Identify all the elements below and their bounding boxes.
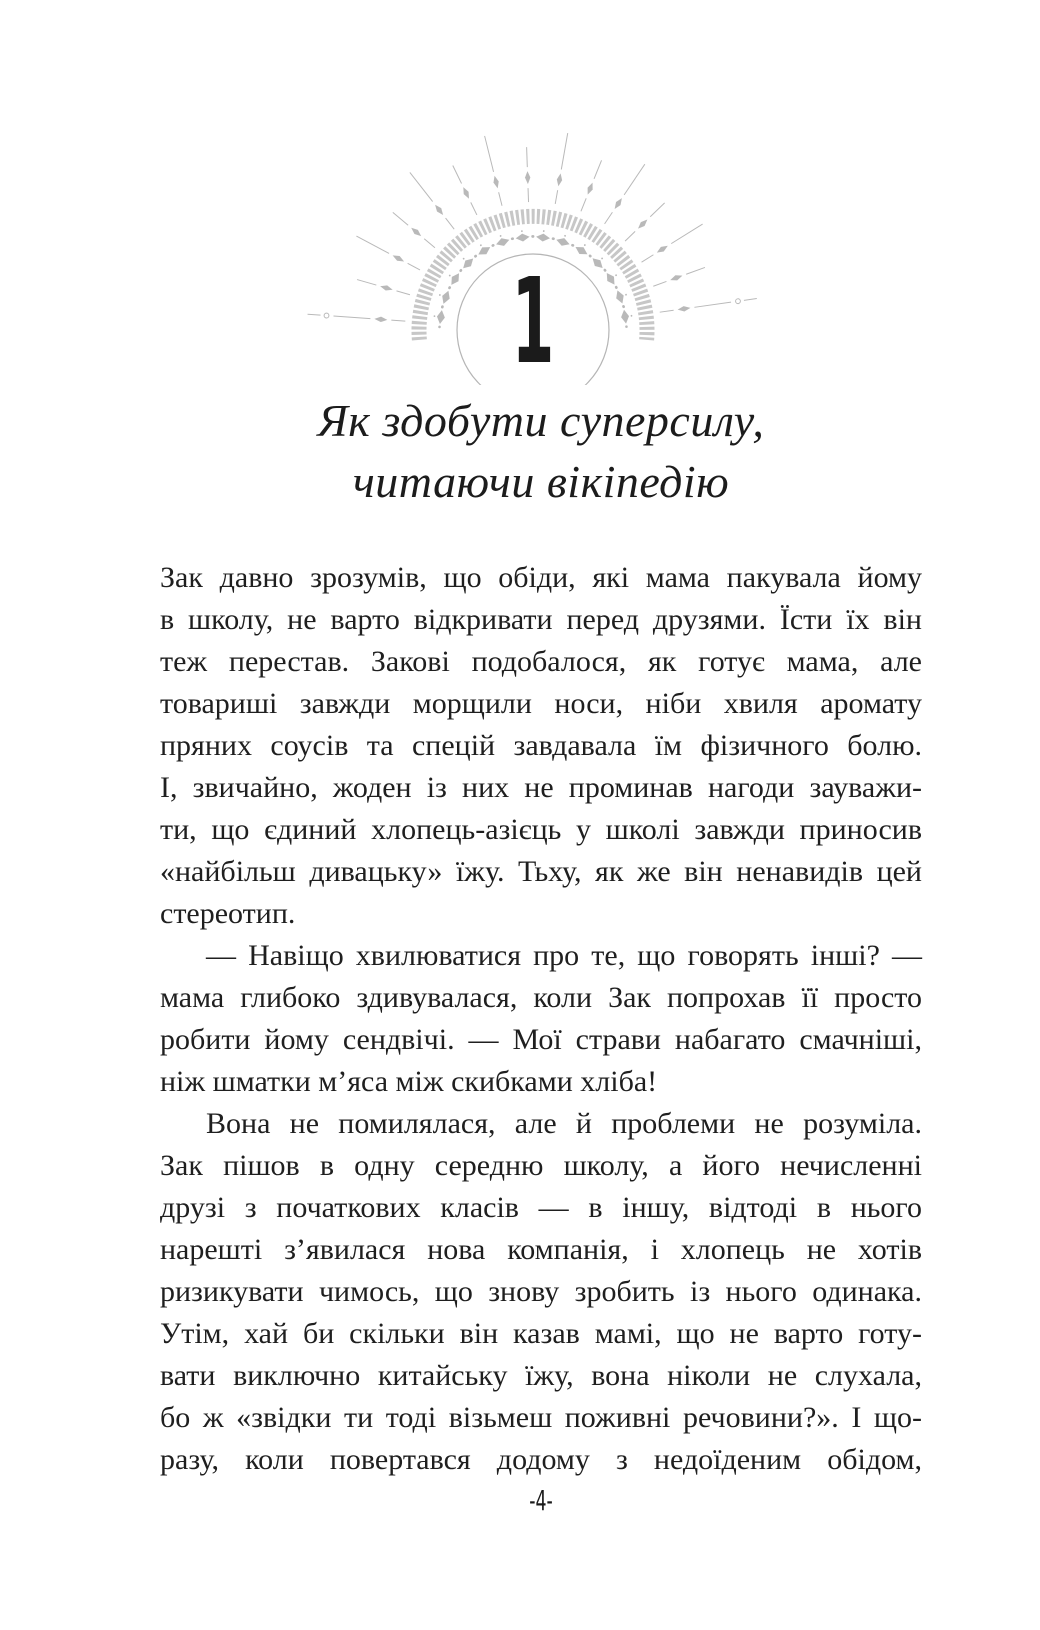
body-text-line: стереотип. (160, 897, 296, 930)
body-text-line: бо ж «звідки ти тоді візьмеш поживні речовини?». І що- (160, 1401, 922, 1434)
chapter-title-line-2: читаючи вікіпедію (352, 456, 730, 507)
body-text-line: Утім, хай би скільки він казав мамі, що не варто готу- (160, 1317, 922, 1350)
body-text-line: робити йому сендвічі. — Мої страви набагато смачніші, (160, 1023, 922, 1056)
paragraph (160, 1103, 922, 1481)
paragraph (160, 557, 922, 935)
body-text-line: теж перестав. Закові подобалося, як готує мама, але (160, 645, 922, 678)
body-text-line: І, звичайно, жоден із них не проминав нагоди зауважи- (160, 771, 922, 804)
body-text-line: вати виключно китайську їжу, вона ніколи не слухала, (160, 1359, 922, 1392)
paragraph (160, 935, 922, 1103)
body-text-line: нарешті з’явилася нова компанія, і хлопець не хотів (160, 1233, 922, 1266)
body-text-line: в школу, не варто відкривати перед друзями. Їсти їх він (160, 603, 922, 636)
page-number: -4- (529, 1484, 553, 1517)
body-text-line: ризикувати чимось, що знову зробить із нього одинака. (160, 1275, 922, 1308)
chapter-number: 1 (511, 252, 555, 390)
body-text-line: ніж шматки м’яса між скибками хліба! (160, 1065, 658, 1098)
body-text-line: — Навіщо хвилюватися про те, що говорять інші? — (206, 939, 922, 972)
body-text-line: пряних соусів та спецій завдавала їм фізичного болю. (160, 729, 922, 762)
chapter-title-line-1: Як здобути суперсилу, (317, 395, 765, 446)
body-text-line: мама глибоко здивувалася, коли Зак попрохав її просто (160, 981, 922, 1014)
body-text-line: «найбільш дивацьку» їжу. Тьху, як же він ненавидів цей (160, 855, 922, 888)
body-text-line: Вона не помилялася, але й проблеми не розуміла. (206, 1107, 922, 1140)
body-text-line: друзі з початкових класів — в іншу, відтоді в нього (160, 1191, 922, 1224)
body-text-line: разу, коли повертався додому з недоїденим обідом, (160, 1443, 922, 1476)
body-text-line: ти, що єдиний хлопець-азієць у школі завжди приносив (160, 813, 922, 846)
body-text-line: товариші завжди морщили носи, ніби хвиля аромату (160, 687, 922, 720)
body-text (160, 557, 922, 1481)
page-number-row (160, 1484, 922, 1517)
chapter-title (160, 390, 922, 512)
body-text-line: Зак пішов в одну середню школу, а його нечисленні (160, 1149, 922, 1182)
body-text-line: Зак давно зрозумів, що обіди, які мама пакувала йому (160, 561, 922, 594)
